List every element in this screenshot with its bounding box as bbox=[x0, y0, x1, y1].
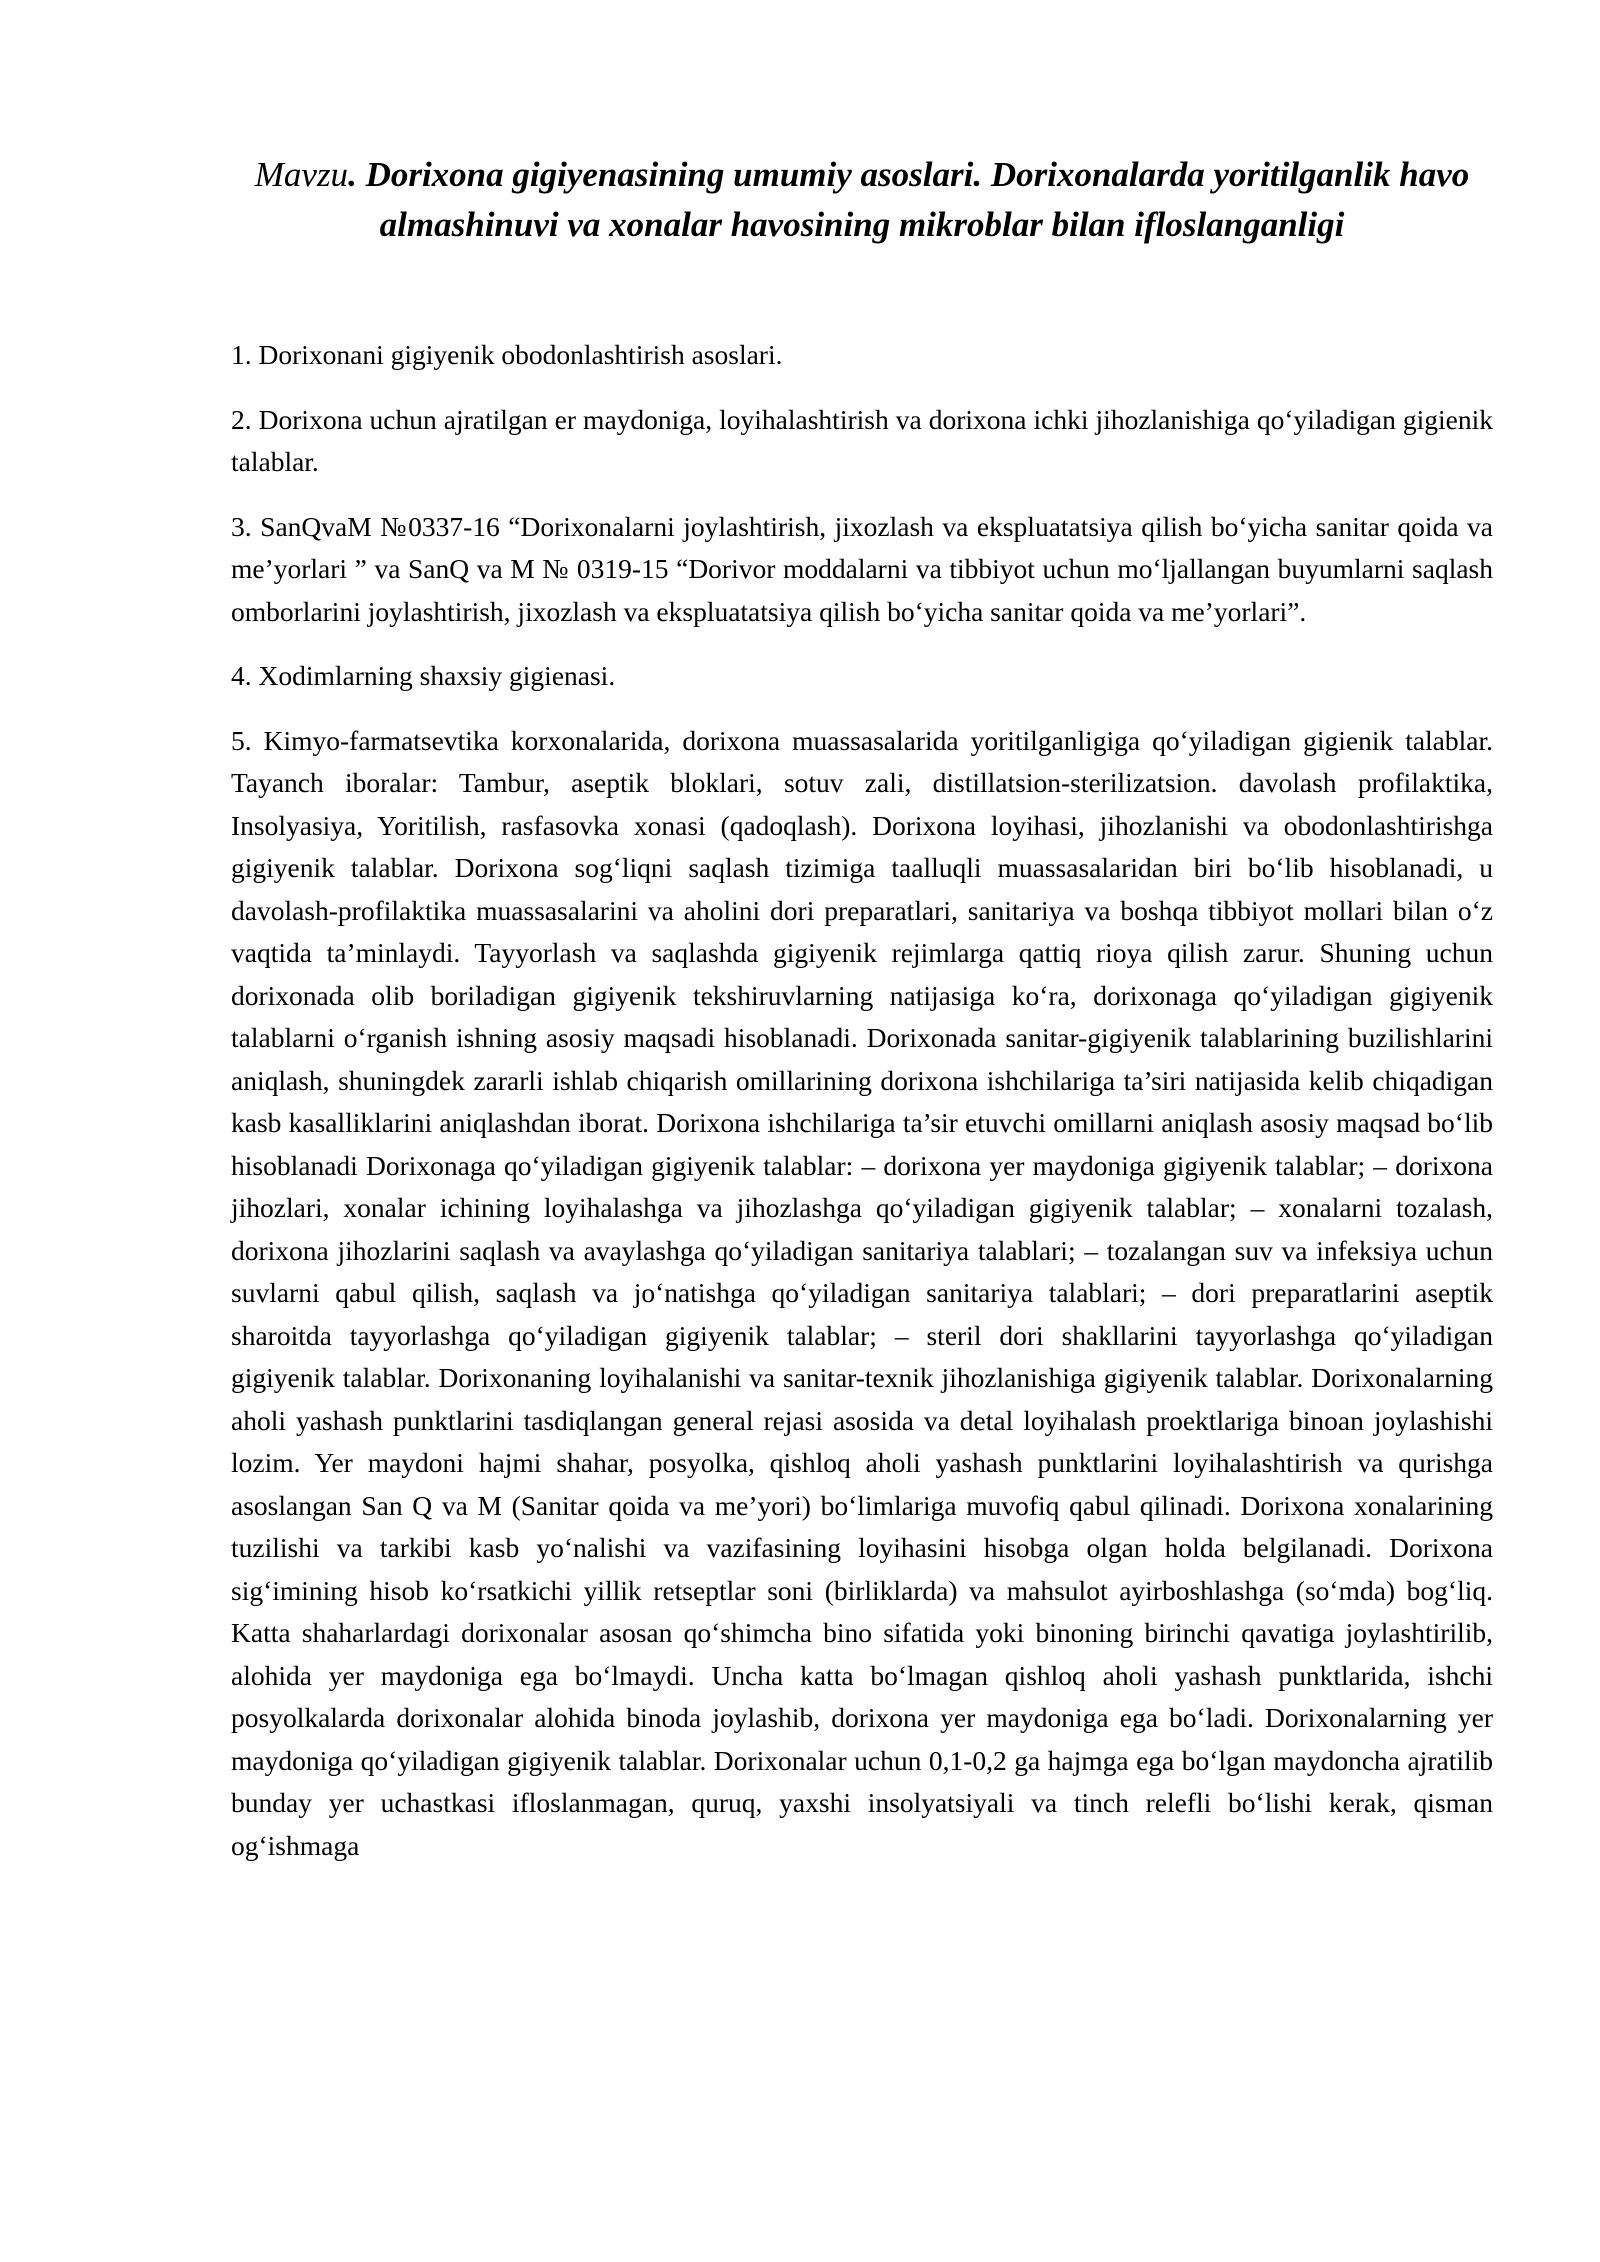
topic-item-3: 3. SanQvaM №0337-16 “Dorixonalarni joylashtirish, jixozlash va ekspluatatsiya qilish bo‘yicha sanitar qoida va me’yorlari ” va SanQ va M № 0319-15 “Dorivor moddalarni va tibbiyot uchun mo‘ljallangan buyumlarni saqlash omborlarini joylashtirish, jixozlash va ekspluatatsiya qilish bo‘yicha sanitar qoida va me’yorlari”. bbox=[231, 510, 1493, 627]
title-lead: Mavzu bbox=[254, 155, 349, 194]
title-text: . Dorixona gigiyenasining umumiy asoslari. Dorixonalarda yoritilganlik havo almashinuvi va xonalar havosining mikroblar bilan ifloslanganligi bbox=[348, 155, 1470, 244]
topic-item-2: 2. Dorixona uchun ajratilgan er maydoniga, loyihalashtirish va dorixona ichki jihozlanishiga qo‘yiladigan gigienik talablar. bbox=[231, 403, 1493, 477]
topic-item-4: 4. Xodimlarning shaxsiy gigienasi. bbox=[231, 660, 616, 691]
document-page bbox=[231, 150, 1493, 1889]
document-title bbox=[231, 150, 1493, 250]
topic-list bbox=[231, 334, 1493, 1867]
topic-item-1: 1. Dorixonani gigiyenik obodonlashtirish asoslari. bbox=[231, 339, 783, 370]
topic-item-5-body: 5. Kimyo-farmatsevtika korxonalarida, dorixona muassasalarida yoritilganligiga qo‘yiladigan gigienik talablar. Tayanch iboralar: Tambur, aseptik bloklari, sotuv zali, distillatsion-sterilizatsion. davolash profilaktika, Insolyasiya, Yoritilish, rasfasovka xonasi (qadoqlash). Dorixona loyihasi, jihozlanishi va obodonlashtirishga gigiyenik talablar. Dorixona sog‘liqni saqlash tizimiga taalluqli muassasalaridan biri bo‘lib hisoblanadi, u davolash-profilaktika muassasalarini va aholini dori preparatlari, sanitariya va boshqa tibbiyot mollari bilan o‘z vaqtida ta’minlaydi. Tayyorlash va saqlashda gigiyenik rejimlarga qattiq rioya qilish zarur. Shuning uchun dorixonada olib boriladigan gigiyenik tekshiruvlarning natijasiga ko‘ra, dorixonaga qo‘yiladigan gigiyenik talablarni o‘rganish ishning asosiy maqsadi hisoblanadi. Dorixonada sanitar-gigiyenik talablarining buzilishlarini aniqlash, shuningdek zararli ishlab chiqarish omillarining dorixona ishchilariga ta’siri natijasida kelib chiqadigan kasb kasalliklarini aniqlashdan iborat. Dorixona ishchilariga ta’sir etuvchi omillarni aniqlash asosiy maqsad bo‘lib hisoblanadi Dorixonaga qo‘yiladigan gigiyenik talablar: – dorixona yer maydoniga gigiyenik talablar; – dorixona jihozlari, xonalar ichining loyihalashga va jihozlashga qo‘yiladigan gigiyenik talablar; – xonalarni tozalash, dorixona jihozlarini saqlash va avaylashga qo‘yiladigan sanitariya talablari; – tozalangan suv va infeksiya uchun suvlarni qabul qilish, saqlash va jo‘natishga qo‘yiladigan sanitariya talablari; – dori preparatlarini aseptik sharoitda tayyorlashga qo‘yiladigan gigiyenik talablar; – steril dori shakllarini tayyorlashga qo‘yiladigan gigiyenik talablar. Dorixonaning loyihalanishi va sanitar-texnik jihozlanishiga gigiyenik talablar. Dorixonalarning aholi yashash punktlarini tasdiqlangan general rejasi asosida va detal loyihalash proektlariga binoan joylashishi lozim. Yer maydoni hajmi shahar, posyolka, qishloq aholi yashash punktlarini loyihalashtirish va qurishga asoslangan San Q va M (Sanitar qoida va me’yori) bo‘limlariga muvofiq qabul qilinadi. Dorixona xonalarining tuzilishi va tarkibi kasb yo‘nalishi va vazifasining loyihasini hisobga olgan holda belgilanadi. Dorixona sig‘imining hisob ko‘rsatkichi yillik retseptlar soni (birliklarda) va mahsulot ayirboshlashga (so‘mda) bog‘liq. Katta shaharlardagi dorixonalar asosan qo‘shimcha bino sifatida yoki binoning birinchi qavatiga joylashtirilib, alohida yer maydoniga ega bo‘lmaydi. Uncha katta bo‘lmagan qishloq aholi yashash punktlarida, ishchi posyolkalarda dorixonalar alohida binoda joylashib, dorixona yer maydoniga ega bo‘ladi. Dorixonalarning yer maydoniga qo‘yiladigan gigiyenik talablar. Dorixonalar uchun 0,1-0,2 ga hajmga ega bo‘lgan maydoncha ajratilib bunday yer uchastkasi ifloslanmagan, quruq, yaxshi insolyatsiyali va tinch relefli bo‘lishi kerak, qisman og‘ishmaga bbox=[231, 724, 1493, 1861]
